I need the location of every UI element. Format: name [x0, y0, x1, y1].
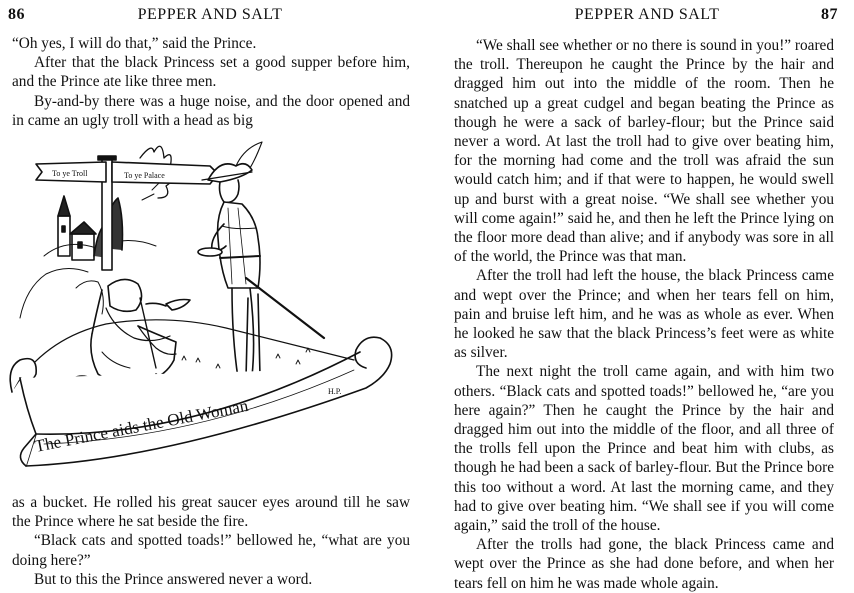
- paragraph: “We shall see whether or no there is sound in you!” roared the troll. Thereupon he caught the Prince by the hair and dragged him out into the middle of the room. Then he snatched up a great cudgel and began beating the Prince as though he were a sack of barley-flour; but the Prince said never a word. At last the troll had to give over beating him, for the morning had come and the troll was afraid the sun would catch him; and if that were to happen, he would swell up and burst with a great noise. “We shall see whether you will come again!” said he, and then he left the Prince lying on the floor more dead than alive; and if anybody was sore in all of the world, the Prince was that man.: [454, 37, 834, 266]
- paragraph: “Black cats and spotted toads!” bellowed he, “what are you doing here?”: [12, 532, 410, 569]
- paragraph: But to this the Prince answered never a word.: [34, 570, 313, 588]
- artist-monogram: H.P.: [328, 387, 342, 396]
- paragraph: The next night the troll came again, and with him two others. “Black cats and spotted toads!” bellowed he, “are you here again?” Then he caught the Prince by the hair and dragged him out into the middle of the floor, and all three of the trolls fell upon the Prince and beat him with clubs, as though he had been a sack of barley-flour. But the Prince bore this too without a word. At last the morning came, and they had to give over beating him. “We shall see if you will come again,” said the troll of the house.: [454, 363, 834, 535]
- right-running-title: PEPPER AND SALT: [574, 6, 720, 23]
- castle-drawing: [58, 196, 96, 260]
- old-woman-drawing: [91, 279, 190, 388]
- paragraph: After the troll had left the house, the black Princess came and wept over the Prince; and when her tears fell on him, pain and bruise left him, and he was as whole as ever. When he looked he saw that the black Princess’s feet were as white as silver.: [454, 267, 834, 362]
- paragraph: “Oh yes, I will do that,” said the Prince.: [12, 35, 257, 52]
- signpost-left-label: To ye Troll: [52, 169, 88, 178]
- banner-caption: The Prince aids the Old Woman: [33, 395, 250, 456]
- left-page-header: [0, 6, 420, 28]
- illustration-prince-aids-old-woman: [6, 138, 398, 488]
- signpost-right-label: To ye Palace: [124, 171, 165, 180]
- prince-drawing: [198, 142, 324, 386]
- paragraph: as a bucket. He rolled his great saucer eyes around till he saw the Prince where he sat beside the fire.: [12, 494, 410, 531]
- right-page-header: [440, 6, 854, 28]
- left-running-title: PEPPER AND SALT: [137, 6, 283, 23]
- right-text: [454, 36, 834, 593]
- left-text-top: [12, 34, 410, 130]
- paragraph: After that the black Princess set a good supper before him, and the Prince ate like three men.: [12, 54, 410, 91]
- right-page-number: 87: [821, 6, 838, 23]
- left-page-number: 86: [8, 6, 25, 23]
- left-text-bottom: [12, 493, 410, 589]
- paragraph: After the trolls had gone, the black Princess came and wept over the Prince as she had done before, and when her tears fell on him he was made whole again.: [454, 536, 834, 592]
- right-page: [440, 0, 854, 592]
- paragraph: By-and-by there was a huge noise, and the door opened and in came an ugly troll with a head as big: [12, 92, 410, 129]
- left-page: [0, 0, 420, 589]
